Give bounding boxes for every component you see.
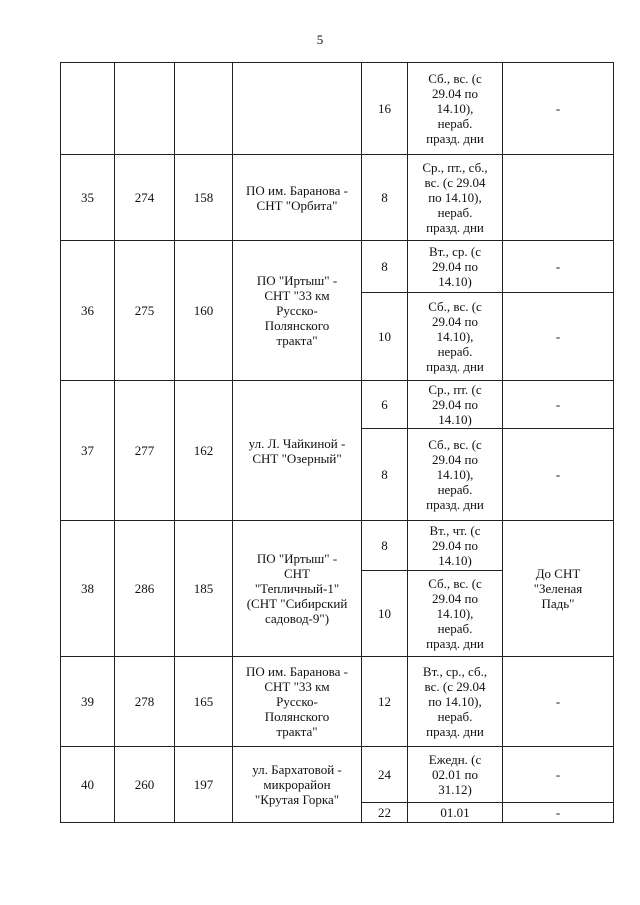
operating-days: Сб., вс. (с 29.04 по 14.10), нераб. празд. дни [408, 429, 503, 521]
table-row [61, 155, 614, 241]
route-id: 165 [175, 657, 233, 747]
route-id: 197 [175, 747, 233, 823]
route-number: 38 [61, 521, 115, 657]
route-name: ул. Л. Чайкиной - СНТ "Озерный" [233, 381, 362, 521]
operating-days: Ежедн. (с 02.01 по 31.12) [408, 747, 503, 803]
route-id: 158 [175, 155, 233, 241]
operating-days: Сб., вс. (с 29.04 по 14.10), нераб. празд. дни [408, 63, 503, 155]
route-number: 35 [61, 155, 115, 241]
route-name: ул. Бархатовой - микрорайон "Крутая Горка" [233, 747, 362, 823]
route-id: 162 [175, 381, 233, 521]
trip-count: 8 [362, 241, 408, 293]
route-number [61, 63, 115, 155]
operating-days: Сб., вс. (с 29.04 по 14.10), нераб. празд. дни [408, 571, 503, 657]
route-id: 185 [175, 521, 233, 657]
route-number: 37 [61, 381, 115, 521]
operating-days: Вт., ср., сб., вс. (с 29.04 по 14.10), нераб. празд. дни [408, 657, 503, 747]
trip-note: - [503, 429, 614, 521]
trip-count: 8 [362, 155, 408, 241]
route-code: 286 [115, 521, 175, 657]
trip-note: - [503, 747, 614, 803]
trip-note: - [503, 803, 614, 823]
route-name: ПО "Иртыш" - СНТ "Тепличный-1" (СНТ "Сибирский садовод-9") [233, 521, 362, 657]
route-name [233, 63, 362, 155]
table-row [61, 241, 614, 293]
route-code: 275 [115, 241, 175, 381]
trip-count: 8 [362, 429, 408, 521]
trip-note: - [503, 381, 614, 429]
table-row [61, 381, 614, 429]
trip-count: 24 [362, 747, 408, 803]
trip-count: 16 [362, 63, 408, 155]
page-number: 5 [316, 32, 324, 47]
route-number: 40 [61, 747, 115, 823]
route-id [175, 63, 233, 155]
table-row [61, 63, 614, 155]
operating-days: 01.01 [408, 803, 503, 823]
trip-count: 12 [362, 657, 408, 747]
trip-count: 6 [362, 381, 408, 429]
route-note-merged: До СНТ "Зеленая Падь" [503, 521, 614, 657]
route-schedule-table [60, 62, 614, 823]
route-code [115, 63, 175, 155]
trip-note: - [503, 293, 614, 381]
route-code: 274 [115, 155, 175, 241]
route-id: 160 [175, 241, 233, 381]
operating-days: Сб., вс. (с 29.04 по 14.10), нераб. празд. дни [408, 293, 503, 381]
operating-days: Вт., чт. (с 29.04 по 14.10) [408, 521, 503, 571]
route-code: 260 [115, 747, 175, 823]
route-name: ПО им. Баранова - СНТ "33 км Русско- Полянского тракта" [233, 657, 362, 747]
table-row [61, 521, 614, 571]
table-row [61, 747, 614, 803]
operating-days: Ср., пт. (с 29.04 по 14.10) [408, 381, 503, 429]
route-number: 36 [61, 241, 115, 381]
route-name: ПО "Иртыш" - СНТ "33 км Русско- Полянского тракта" [233, 241, 362, 381]
trip-note: - [503, 657, 614, 747]
trip-count: 10 [362, 571, 408, 657]
route-number: 39 [61, 657, 115, 747]
route-name: ПО им. Баранова - СНТ "Орбита" [233, 155, 362, 241]
table-row [61, 657, 614, 747]
trip-count: 8 [362, 521, 408, 571]
trip-note: - [503, 241, 614, 293]
operating-days: Вт., ср. (с 29.04 по 14.10) [408, 241, 503, 293]
trip-count: 10 [362, 293, 408, 381]
route-code: 278 [115, 657, 175, 747]
trip-note: - [503, 63, 614, 155]
route-code: 277 [115, 381, 175, 521]
trip-count: 22 [362, 803, 408, 823]
trip-note [503, 155, 614, 241]
operating-days: Ср., пт., сб., вс. (с 29.04 по 14.10), нераб. празд. дни [408, 155, 503, 241]
